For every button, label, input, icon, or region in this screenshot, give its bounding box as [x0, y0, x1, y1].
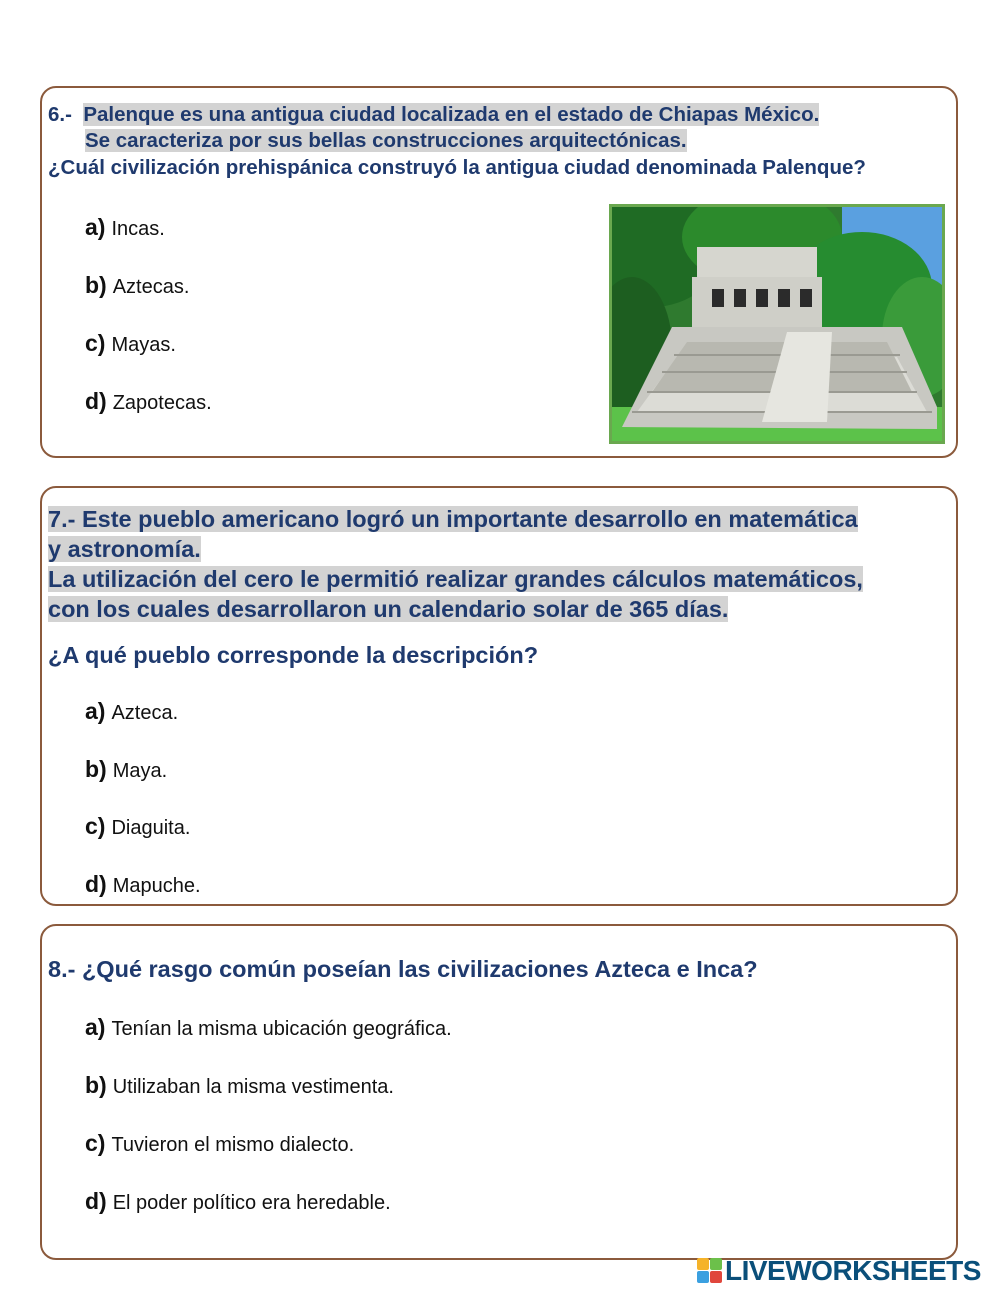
option-letter: c) [85, 330, 106, 356]
question-6-number: 6.- [48, 103, 72, 126]
question-7-line-2 [48, 534, 201, 564]
question-7-statement-2: y astronomía. [48, 536, 201, 562]
question-8-card [40, 924, 958, 1260]
option-8d[interactable] [85, 1188, 391, 1215]
option-letter: d) [85, 388, 107, 414]
question-7-line-1 [48, 504, 858, 534]
question-7-line-3 [48, 564, 863, 594]
question-7-statement-4: con los cuales desarrollaron un calendario solar de 365 días. [48, 596, 729, 622]
option-text: Utilizaban la misma vestimenta. [112, 1076, 394, 1098]
option-letter: b) [85, 756, 107, 782]
question-6-statement-2: Se caracteriza por sus bellas construcciones arquitectónicas. [85, 129, 687, 152]
option-8b[interactable] [85, 1072, 394, 1099]
option-letter: b) [85, 1072, 107, 1098]
option-7c[interactable] [85, 813, 190, 840]
option-letter: c) [85, 1130, 106, 1156]
option-letter: c) [85, 813, 106, 839]
question-7-card [40, 486, 958, 906]
question-7-line-4 [48, 594, 728, 624]
question-6-statement: Palenque es una antigua ciudad localizada en el estado de Chiapas México. [83, 103, 820, 126]
option-text: Maya. [112, 760, 168, 782]
option-text: El poder político era heredable. [112, 1192, 391, 1214]
option-letter: a) [85, 698, 106, 724]
question-8-prompt: 8.- ¿Qué rasgo común poseían las civilizaciones Azteca e Inca? [48, 956, 758, 982]
option-text: Tenían la misma ubicación geográfica. [111, 1018, 452, 1040]
option-letter: d) [85, 871, 107, 897]
option-8a[interactable] [85, 1014, 452, 1041]
option-7a[interactable] [85, 698, 178, 725]
option-8c[interactable] [85, 1130, 354, 1157]
question-6-card [40, 86, 958, 458]
option-text: Zapotecas. [112, 392, 212, 414]
option-7b[interactable] [85, 756, 167, 783]
option-6a[interactable] [85, 214, 165, 241]
option-text: Mapuche. [112, 875, 201, 897]
liveworksheets-wordmark: LIVEWORKSHEETS [725, 1255, 981, 1286]
option-letter: a) [85, 1014, 106, 1040]
liveworksheets-logo[interactable] [697, 1256, 981, 1286]
question-6-line-1 [48, 102, 819, 128]
option-6d[interactable] [85, 388, 212, 415]
question-6-prompt: ¿Cuál civilización prehispánica construyó la antigua ciudad denominada Palenque? [48, 156, 866, 179]
liveworksheets-blocks-icon [697, 1258, 723, 1284]
option-letter: d) [85, 1188, 107, 1214]
question-7-statement-1: 7.- Este pueblo americano logró un importante desarrollo en matemática [48, 506, 858, 532]
option-7d[interactable] [85, 871, 201, 898]
option-text: Mayas. [111, 334, 176, 356]
option-6c[interactable] [85, 330, 176, 357]
option-letter: b) [85, 272, 107, 298]
palenque-pyramid-photo [609, 204, 945, 444]
option-6b[interactable] [85, 272, 189, 299]
option-text: Azteca. [111, 702, 179, 724]
option-letter: a) [85, 214, 106, 240]
question-7-prompt: ¿A qué pueblo corresponde la descripción? [48, 642, 539, 668]
question-6-line-2 [85, 128, 687, 154]
option-text: Aztecas. [112, 276, 190, 298]
option-text: Incas. [111, 218, 165, 240]
option-text: Tuvieron el mismo dialecto. [111, 1134, 355, 1156]
option-text: Diaguita. [111, 817, 191, 839]
question-7-statement-3: La utilización del cero le permitió realizar grandes cálculos matemáticos, [48, 566, 863, 592]
